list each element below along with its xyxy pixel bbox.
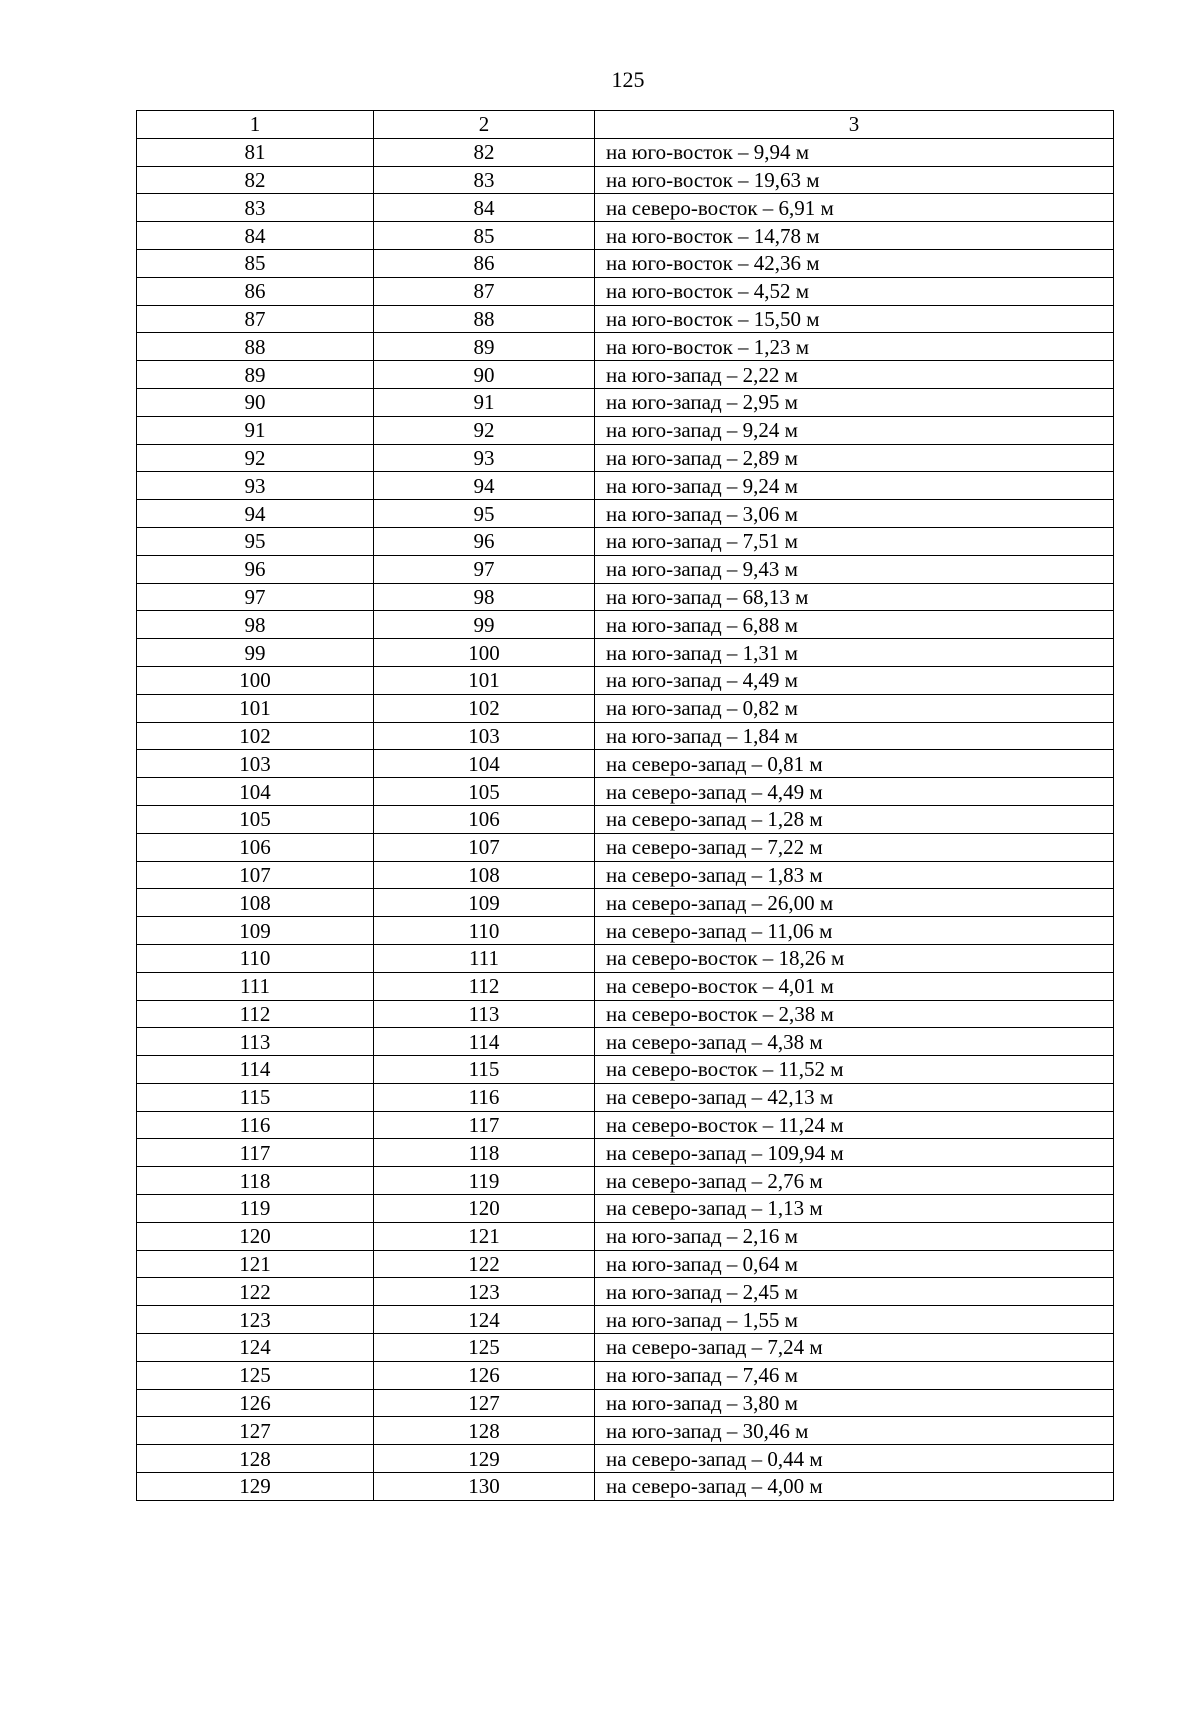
to-point-cell: 119 [374, 1167, 595, 1195]
direction-distance-cell: на северо-запад – 4,49 м [595, 778, 1114, 806]
from-point-cell: 83 [137, 194, 374, 222]
direction-distance-cell: на юго-восток – 4,52 м [595, 277, 1114, 305]
to-point-cell: 114 [374, 1028, 595, 1056]
from-point-cell: 117 [137, 1139, 374, 1167]
from-point-cell: 94 [137, 500, 374, 528]
table-row [137, 1000, 1114, 1028]
from-point-cell: 96 [137, 555, 374, 583]
to-point-cell: 122 [374, 1250, 595, 1278]
table-row [137, 1250, 1114, 1278]
to-point-cell: 89 [374, 333, 595, 361]
direction-distance-cell: на юго-запад – 3,06 м [595, 500, 1114, 528]
table-row [137, 138, 1114, 166]
table-row [137, 1139, 1114, 1167]
to-point-cell: 123 [374, 1278, 595, 1306]
to-point-cell: 107 [374, 833, 595, 861]
table-row [137, 889, 1114, 917]
direction-distance-cell: на северо-восток – 11,52 м [595, 1056, 1114, 1084]
from-point-cell: 100 [137, 666, 374, 694]
table-row [137, 1083, 1114, 1111]
from-point-cell: 113 [137, 1028, 374, 1056]
from-point-cell: 87 [137, 305, 374, 333]
from-point-cell: 90 [137, 388, 374, 416]
from-point-cell: 103 [137, 750, 374, 778]
table-row [137, 444, 1114, 472]
direction-distance-cell: на юго-запад – 1,55 м [595, 1306, 1114, 1334]
direction-distance-cell: на юго-запад – 2,45 м [595, 1278, 1114, 1306]
column-header-1: 1 [137, 111, 374, 139]
to-point-cell: 87 [374, 277, 595, 305]
to-point-cell: 84 [374, 194, 595, 222]
from-point-cell: 101 [137, 694, 374, 722]
from-point-cell: 128 [137, 1445, 374, 1473]
table-row [137, 694, 1114, 722]
direction-distance-cell: на юго-запад – 1,84 м [595, 722, 1114, 750]
to-point-cell: 127 [374, 1389, 595, 1417]
to-point-cell: 88 [374, 305, 595, 333]
to-point-cell: 121 [374, 1222, 595, 1250]
to-point-cell: 113 [374, 1000, 595, 1028]
from-point-cell: 116 [137, 1111, 374, 1139]
to-point-cell: 92 [374, 416, 595, 444]
to-point-cell: 125 [374, 1334, 595, 1362]
from-point-cell: 97 [137, 583, 374, 611]
direction-distance-cell: на юго-запад – 2,95 м [595, 388, 1114, 416]
direction-distance-cell: на юго-запад – 2,22 м [595, 361, 1114, 389]
from-point-cell: 88 [137, 333, 374, 361]
direction-distance-cell: на северо-запад – 7,22 м [595, 833, 1114, 861]
to-point-cell: 82 [374, 138, 595, 166]
table-row [137, 1361, 1114, 1389]
table-row [137, 305, 1114, 333]
direction-distance-cell: на северо-запад – 0,44 м [595, 1445, 1114, 1473]
table-row [137, 361, 1114, 389]
from-point-cell: 122 [137, 1278, 374, 1306]
table-row [137, 1111, 1114, 1139]
direction-distance-cell: на северо-запад – 1,13 м [595, 1195, 1114, 1223]
table-row [137, 1389, 1114, 1417]
direction-distance-cell: на юго-запад – 3,80 м [595, 1389, 1114, 1417]
table-row [137, 833, 1114, 861]
table-row [137, 750, 1114, 778]
table-row [137, 194, 1114, 222]
from-point-cell: 112 [137, 1000, 374, 1028]
direction-distance-cell: на юго-запад – 9,43 м [595, 555, 1114, 583]
table-row [137, 944, 1114, 972]
direction-distance-cell: на юго-восток – 42,36 м [595, 249, 1114, 277]
to-point-cell: 130 [374, 1473, 595, 1501]
direction-distance-cell: на северо-восток – 18,26 м [595, 944, 1114, 972]
to-point-cell: 98 [374, 583, 595, 611]
from-point-cell: 81 [137, 138, 374, 166]
table-row [137, 1473, 1114, 1501]
table-row [137, 555, 1114, 583]
to-point-cell: 110 [374, 917, 595, 945]
from-point-cell: 123 [137, 1306, 374, 1334]
to-point-cell: 91 [374, 388, 595, 416]
table-row [137, 1417, 1114, 1445]
direction-distance-cell: на юго-восток – 15,50 м [595, 305, 1114, 333]
from-point-cell: 126 [137, 1389, 374, 1417]
from-point-cell: 119 [137, 1195, 374, 1223]
from-point-cell: 85 [137, 249, 374, 277]
table-row [137, 1028, 1114, 1056]
direction-distance-cell: на юго-запад – 0,82 м [595, 694, 1114, 722]
direction-distance-cell: на юго-запад – 68,13 м [595, 583, 1114, 611]
from-point-cell: 99 [137, 639, 374, 667]
direction-distance-cell: на северо-восток – 11,24 м [595, 1111, 1114, 1139]
table-row [137, 527, 1114, 555]
to-point-cell: 86 [374, 249, 595, 277]
to-point-cell: 101 [374, 666, 595, 694]
table-row [137, 666, 1114, 694]
to-point-cell: 94 [374, 472, 595, 500]
table-row [137, 917, 1114, 945]
to-point-cell: 115 [374, 1056, 595, 1084]
to-point-cell: 126 [374, 1361, 595, 1389]
column-header-3: 3 [595, 111, 1114, 139]
table-row [137, 388, 1114, 416]
table-body [137, 138, 1114, 1500]
boundary-table [136, 110, 1114, 1501]
table-row [137, 861, 1114, 889]
to-point-cell: 112 [374, 972, 595, 1000]
to-point-cell: 100 [374, 639, 595, 667]
from-point-cell: 109 [137, 917, 374, 945]
from-point-cell: 121 [137, 1250, 374, 1278]
direction-distance-cell: на юго-восток – 14,78 м [595, 222, 1114, 250]
to-point-cell: 129 [374, 1445, 595, 1473]
to-point-cell: 85 [374, 222, 595, 250]
from-point-cell: 111 [137, 972, 374, 1000]
to-point-cell: 103 [374, 722, 595, 750]
to-point-cell: 90 [374, 361, 595, 389]
table-row [137, 500, 1114, 528]
to-point-cell: 111 [374, 944, 595, 972]
from-point-cell: 129 [137, 1473, 374, 1501]
direction-distance-cell: на юго-запад – 6,88 м [595, 611, 1114, 639]
to-point-cell: 117 [374, 1111, 595, 1139]
table-row [137, 1445, 1114, 1473]
direction-distance-cell: на юго-восток – 19,63 м [595, 166, 1114, 194]
table-row [137, 472, 1114, 500]
direction-distance-cell: на северо-запад – 4,38 м [595, 1028, 1114, 1056]
direction-distance-cell: на юго-запад – 0,64 м [595, 1250, 1114, 1278]
table-row [137, 277, 1114, 305]
to-point-cell: 108 [374, 861, 595, 889]
from-point-cell: 115 [137, 1083, 374, 1111]
table-row [137, 249, 1114, 277]
from-point-cell: 107 [137, 861, 374, 889]
direction-distance-cell: на юго-запад – 9,24 м [595, 416, 1114, 444]
table-row [137, 1306, 1114, 1334]
direction-distance-cell: на северо-запад – 0,81 м [595, 750, 1114, 778]
from-point-cell: 86 [137, 277, 374, 305]
direction-distance-cell: на юго-запад – 9,24 м [595, 472, 1114, 500]
direction-distance-cell: на юго-восток – 1,23 м [595, 333, 1114, 361]
from-point-cell: 98 [137, 611, 374, 639]
direction-distance-cell: на юго-запад – 4,49 м [595, 666, 1114, 694]
to-point-cell: 83 [374, 166, 595, 194]
to-point-cell: 104 [374, 750, 595, 778]
table-row [137, 778, 1114, 806]
to-point-cell: 106 [374, 805, 595, 833]
from-point-cell: 125 [137, 1361, 374, 1389]
direction-distance-cell: на северо-запад – 2,76 м [595, 1167, 1114, 1195]
direction-distance-cell: на юго-запад – 30,46 м [595, 1417, 1114, 1445]
direction-distance-cell: на северо-запад – 109,94 м [595, 1139, 1114, 1167]
table-row [137, 1334, 1114, 1362]
to-point-cell: 118 [374, 1139, 595, 1167]
from-point-cell: 127 [137, 1417, 374, 1445]
to-point-cell: 128 [374, 1417, 595, 1445]
table-row [137, 972, 1114, 1000]
to-point-cell: 93 [374, 444, 595, 472]
direction-distance-cell: на северо-запад – 1,28 м [595, 805, 1114, 833]
table-row [137, 166, 1114, 194]
direction-distance-cell: на северо-запад – 42,13 м [595, 1083, 1114, 1111]
table-row [137, 1167, 1114, 1195]
from-point-cell: 120 [137, 1222, 374, 1250]
from-point-cell: 124 [137, 1334, 374, 1362]
from-point-cell: 89 [137, 361, 374, 389]
direction-distance-cell: на юго-запад – 2,16 м [595, 1222, 1114, 1250]
direction-distance-cell: на северо-запад – 7,24 м [595, 1334, 1114, 1362]
direction-distance-cell: на северо-запад – 1,83 м [595, 861, 1114, 889]
to-point-cell: 97 [374, 555, 595, 583]
from-point-cell: 105 [137, 805, 374, 833]
table-row [137, 611, 1114, 639]
direction-distance-cell: на северо-запад – 26,00 м [595, 889, 1114, 917]
from-point-cell: 118 [137, 1167, 374, 1195]
direction-distance-cell: на юго-запад – 7,46 м [595, 1361, 1114, 1389]
to-point-cell: 95 [374, 500, 595, 528]
header-row [137, 111, 1114, 139]
from-point-cell: 92 [137, 444, 374, 472]
table-row [137, 1222, 1114, 1250]
to-point-cell: 102 [374, 694, 595, 722]
direction-distance-cell: на юго-запад – 7,51 м [595, 527, 1114, 555]
from-point-cell: 84 [137, 222, 374, 250]
table-header [137, 111, 1114, 139]
to-point-cell: 120 [374, 1195, 595, 1223]
to-point-cell: 105 [374, 778, 595, 806]
to-point-cell: 99 [374, 611, 595, 639]
from-point-cell: 104 [137, 778, 374, 806]
direction-distance-cell: на северо-запад – 11,06 м [595, 917, 1114, 945]
table-row [137, 722, 1114, 750]
direction-distance-cell: на северо-восток – 2,38 м [595, 1000, 1114, 1028]
to-point-cell: 124 [374, 1306, 595, 1334]
from-point-cell: 102 [137, 722, 374, 750]
table-row [137, 1056, 1114, 1084]
table-row [137, 1195, 1114, 1223]
to-point-cell: 109 [374, 889, 595, 917]
from-point-cell: 110 [137, 944, 374, 972]
table-row [137, 416, 1114, 444]
direction-distance-cell: на северо-запад – 4,00 м [595, 1473, 1114, 1501]
from-point-cell: 91 [137, 416, 374, 444]
from-point-cell: 95 [137, 527, 374, 555]
table-row [137, 583, 1114, 611]
direction-distance-cell: на юго-восток – 9,94 м [595, 138, 1114, 166]
table-row [137, 805, 1114, 833]
from-point-cell: 93 [137, 472, 374, 500]
column-header-2: 2 [374, 111, 595, 139]
table-row [137, 333, 1114, 361]
from-point-cell: 106 [137, 833, 374, 861]
from-point-cell: 108 [137, 889, 374, 917]
direction-distance-cell: на северо-восток – 4,01 м [595, 972, 1114, 1000]
direction-distance-cell: на юго-запад – 1,31 м [595, 639, 1114, 667]
from-point-cell: 82 [137, 166, 374, 194]
direction-distance-cell: на юго-запад – 2,89 м [595, 444, 1114, 472]
to-point-cell: 116 [374, 1083, 595, 1111]
table-row [137, 222, 1114, 250]
page-number: 125 [611, 67, 645, 92]
to-point-cell: 96 [374, 527, 595, 555]
from-point-cell: 114 [137, 1056, 374, 1084]
table-row [137, 639, 1114, 667]
direction-distance-cell: на северо-восток – 6,91 м [595, 194, 1114, 222]
table-row [137, 1278, 1114, 1306]
